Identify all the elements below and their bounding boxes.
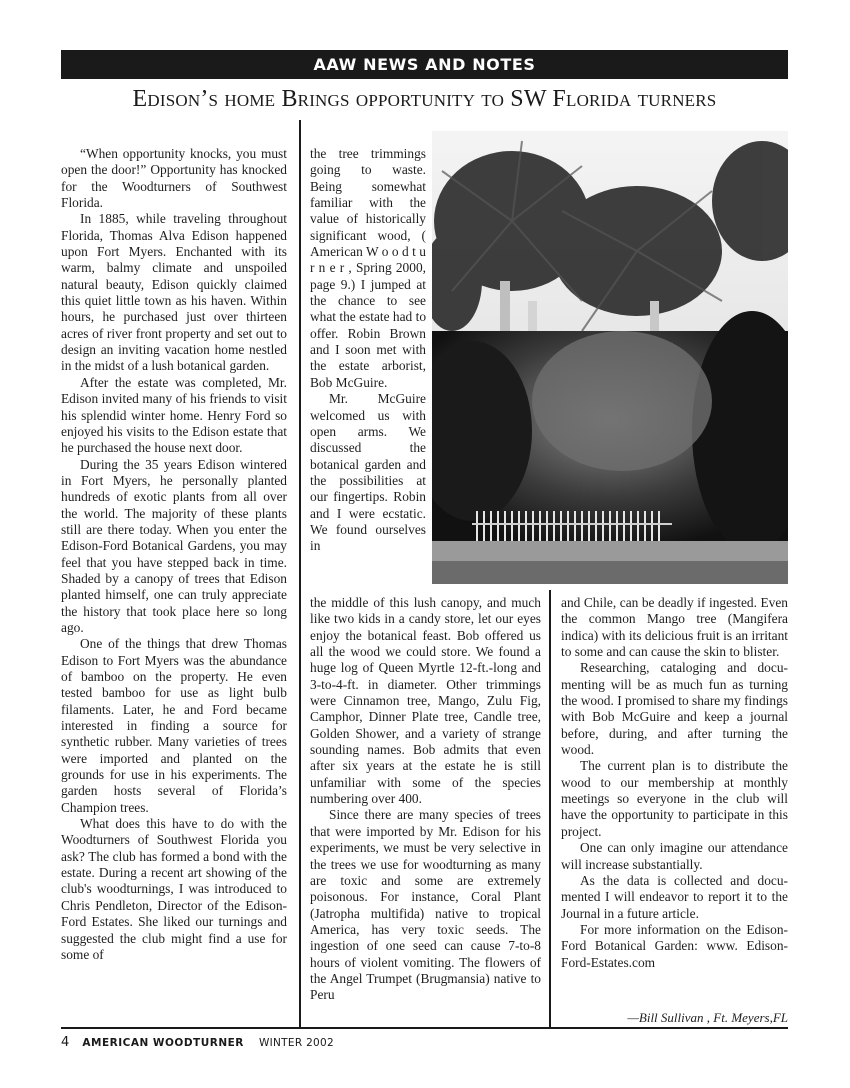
paragraph: What does this have to do with the Woodturners of Southwest Florida you ask? The club has formed a bond with the estate. During a recent art showing of the club's woodturnings, I was introduced to Chris Pendleton, Director of the Edison-Ford Estates. She liked our turnings and suggested the club might find a use for some of: [61, 816, 287, 962]
section-banner: AAW NEWS AND NOTES: [61, 50, 788, 79]
paragraph: During the 35 years Edison wintered in Fort Myers, he personally planted hundreds of exotic plants from all over the world. The majority of these plants still are there today. When you enter the Edison-Ford Botanical Gardens, you may feel that you have stepped back in time. Shaded by a canopy of trees that Edison planted himself, one can truly appreciate the history that took place here so long ago.: [61, 456, 287, 635]
footer-rule: [61, 1027, 788, 1029]
page-footer: [61, 1031, 334, 1050]
paragraph: and Chile, can be deadly if ingested. Even the common Mango tree (Mangifera indica) with its delicious fruit is an irritant to some and can cause the skin to blister.: [561, 595, 788, 660]
paragraph: the middle of this lush canopy, and much like two kids in a candy store, let our eyes enjoy the botanical feast. Bob offered us all the wood we could store. We found a huge log of Queen Myrtle 12-ft.-long and 3-to-4-ft. in diameter. Other trimmings were Cinnamon tree, Mango, Zulu Fig, Camphor, Dinner Plate tree, Candle tree, Golden Shower, and a variety of strange sounding names. Bob admits that even after six years at the estate he is still unfamiliar with some of the species numbering over 400.: [310, 595, 541, 807]
article-column-2-bottom: [310, 595, 541, 1004]
issue-date: WINTER 2002: [258, 1037, 334, 1049]
author-byline: —Bill Sullivan , Ft. Meyers,FL: [627, 1010, 788, 1025]
paragraph: After the estate was completed, Mr. Edison invited many of his friends to visit his splendid winter home. Henry Ford so enjoyed his visits to the Edison estate that he purchased the house next door.: [61, 374, 287, 456]
paragraph: The current plan is to distribute the wood to our membership at monthly meetings so everyone in the club will have the opportunity to participate in this project.: [561, 758, 788, 839]
column-divider: [299, 120, 301, 1027]
paragraph: the tree trimmings going to waste. Being somewhat familiar with the value of historically significant wood, ( American W o o d t u r n e r , Spring 2000, page 9.) I jumped at the chance to see what the estate had to offer. Robin Brown and I soon met with the estate arborist, Bob McGuire.: [310, 146, 427, 390]
garden-photo: [432, 131, 788, 584]
paragraph: For more information on the Edison-Ford Botanical Garden: www. Edison-Ford-Estates.com: [561, 921, 788, 970]
column-divider: [549, 590, 551, 1027]
article-headline: Edison’s home Brings opportunity to SW Florida turners: [132, 86, 717, 112]
paragraph: “When opportunity knocks, you must open the door!” Opportunity has knocked for the Woodturners of Southwest Florida.: [61, 146, 287, 211]
page-number: 4: [61, 1035, 70, 1050]
paragraph: Since there are many species of trees that were imported by Mr. Edison for his experiments, we must be very selective in the trees we use for woodturning as many are toxic and some are extremely poisonous. For instance, Coral Plant (Jatropha multifida) native to tropical America, has very toxic seeds. The ingestion of one seed can cause 7-to-8 hours of violent vomiting. The flowers of the Angel Trumpet (Brugmansia) native to Peru: [310, 807, 541, 1003]
magazine-name: AMERICAN WOODTURNER: [82, 1037, 244, 1049]
article-column-3: [561, 595, 788, 971]
palm-trees-image: [432, 131, 788, 584]
article-column-2-top: [310, 146, 426, 555]
paragraph: As the data is collected and documented I will endeavor to report it to the Journal in a future article.: [561, 872, 788, 921]
paragraph: Researching, cataloging and documenting will be as much fun as turning the wood. I promised to share my findings with Bob McGuire and keep a journal before, during, and after turning the wood.: [561, 660, 788, 758]
paragraph: One can only imagine our attendance will increase substantially.: [561, 840, 788, 872]
paragraph: In 1885, while traveling throughout Florida, Thomas Alva Edison happened upon Fort Myers. Enchanted with its warm, balmy climate and unspoiled natural beauty, Edison quickly claimed this quiet little town as his haven. Within hours, he purchased just over thirteen acres of river front property and set out to design an inviting vacation home nestled in the midst of a lush botanical garden.: [61, 211, 287, 374]
article-column-1: [61, 146, 287, 963]
paragraph: One of the things that drew Thomas Edison to Fort Myers was the abundance of bamboo on the property. He even tested bamboo for use as light bulb filaments. Later, he and Ford became interested in finding a source for synthetic rubber. Many varieties of trees were imported and planted on the grounds for use in his experiments. The garden hosts several of Florida’s Champion trees.: [61, 636, 287, 815]
paragraph: Mr. McGuire welcomed us with open arms. We discussed the botanical garden and the possibilities at our fingertips. Robin and I were ecstatic. We found ourselves in: [310, 391, 426, 554]
